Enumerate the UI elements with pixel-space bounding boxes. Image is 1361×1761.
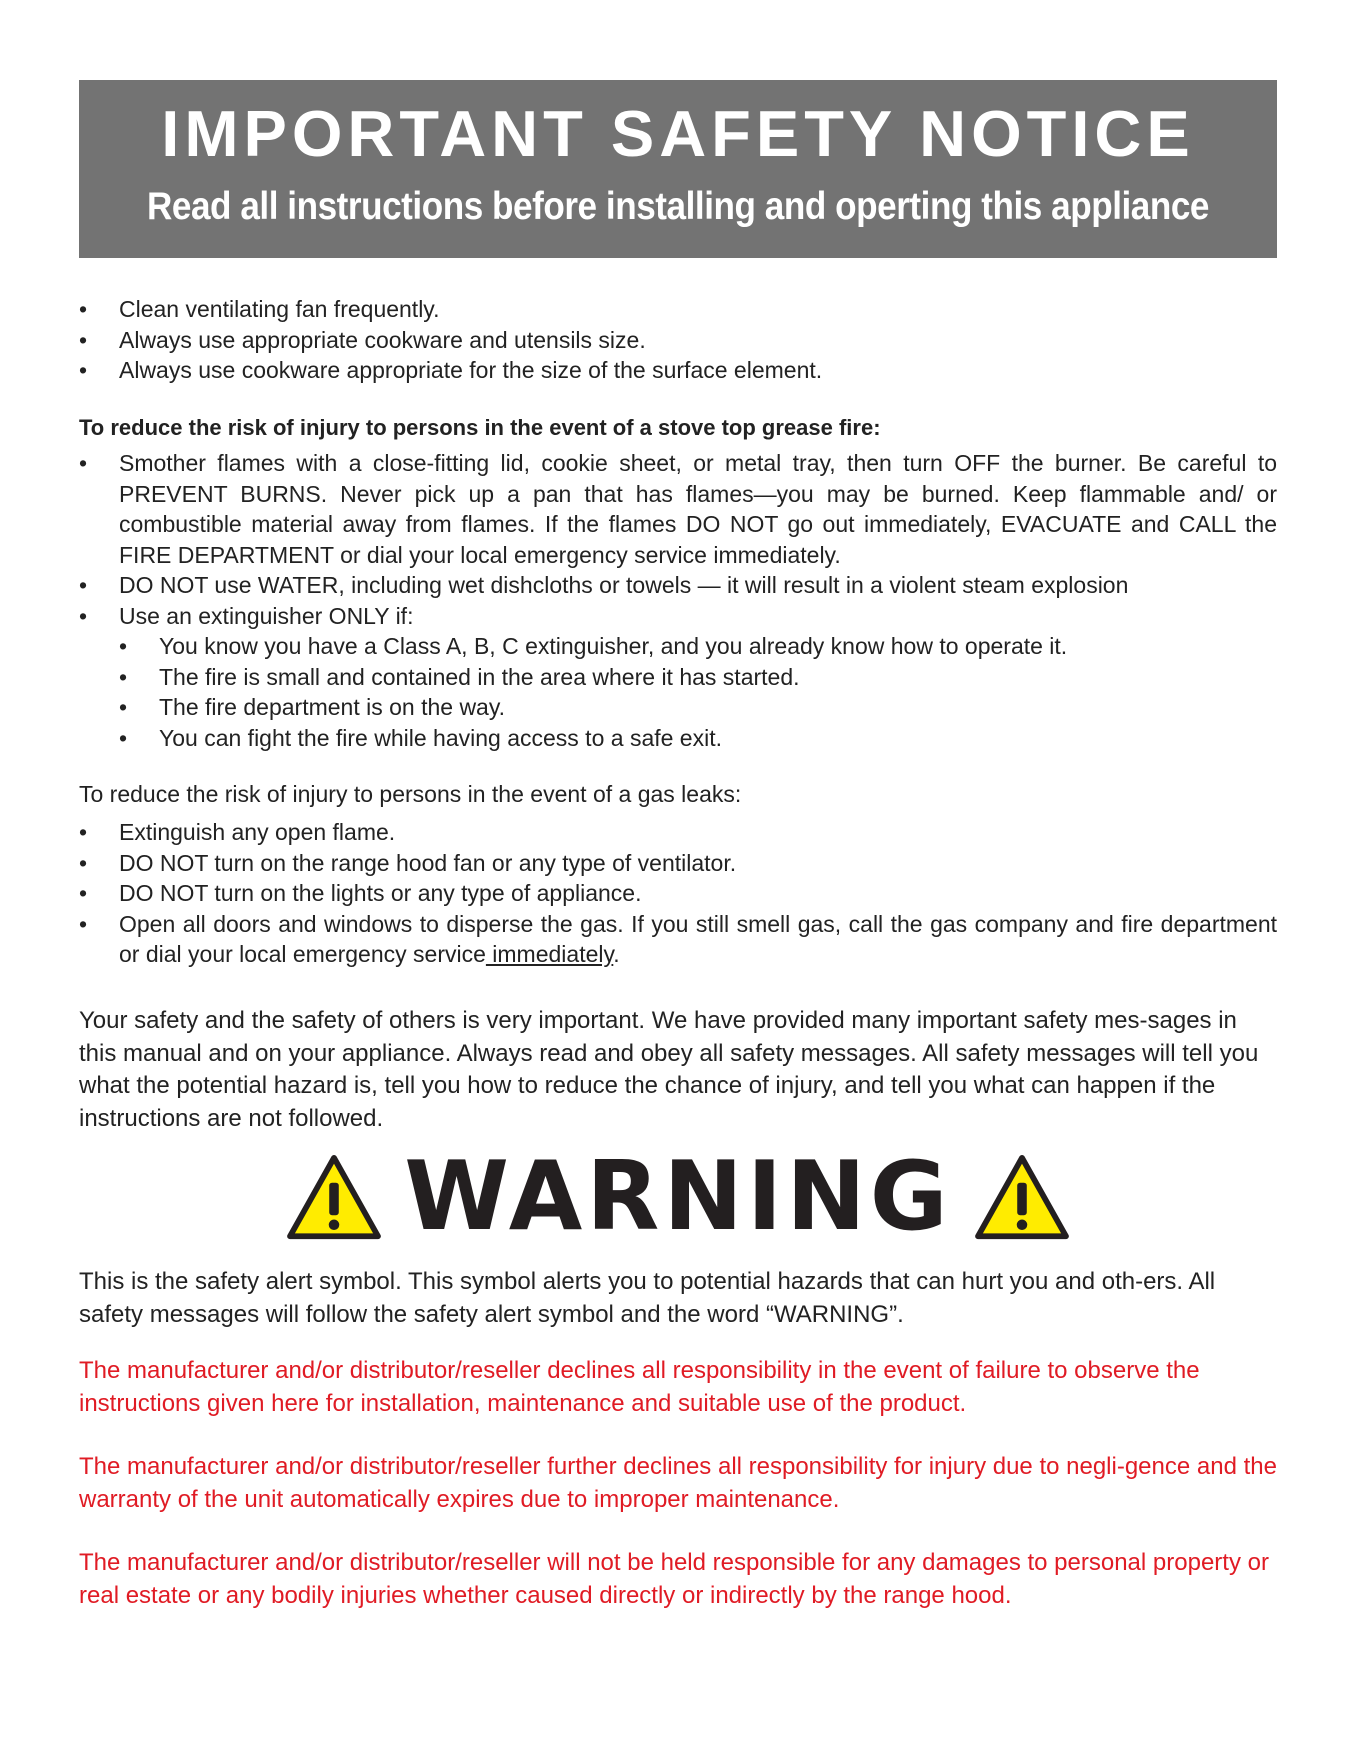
list-item: • DO NOT turn on the lights or any type of appliance. <box>79 878 1277 909</box>
safety-notice-banner <box>79 80 1277 258</box>
list-item: • Smother flames with a close-fitting lid, cookie sheet, or metal tray, then turn OFF the burner. Be careful to PREVENT BURNS. Never pick up a pan that has flames—you may be burned. Keep flammable and/ or combustible material away from flames. If the flames DO NOT go out immediately, EVACUATE and CALL the FIRE DEPARTMENT or dial your local emergency service immediately. <box>79 448 1277 570</box>
list-item: • The fire department is on the way. <box>119 692 1277 723</box>
warning-triangle-icon <box>974 1154 1070 1242</box>
immediately-underlined: immediately <box>485 941 614 967</box>
general-tips <box>79 294 1277 386</box>
list-item: • DO NOT use WATER, including wet dishcloths or towels — it will result in a violent steam explosion <box>79 570 1277 601</box>
gas-leak-last-end: . <box>613 941 620 967</box>
disclaimer-negligence: The manufacturer and/or distributor/reseller further declines all responsibility for injury due to negli-gence and the warranty of the unit automatically expires due to improper maintenance. <box>79 1453 1277 1513</box>
grease-fire-list <box>79 448 1277 753</box>
list-item: • The fire is small and contained in the area where it has started. <box>119 662 1277 693</box>
disclaimer-damages: The manufacturer and/or distributor/reseller will not be held responsible for any damages to personal property or real estate or any bodily injuries whether caused directly or indirectly by the range hood. <box>79 1549 1269 1609</box>
list-item: • Always use appropriate cookware and utensils size. <box>79 325 1277 356</box>
banner-subtitle: Read all instructions before installing and operting this appliance <box>146 185 1209 228</box>
list-item: • You know you have a Class A, B, C extinguisher, and you already know how to operate it. <box>119 631 1277 662</box>
list-item: • You can fight the fire while having access to a safe exit. <box>119 723 1277 754</box>
warning-triangle-icon <box>286 1154 382 1242</box>
banner-title: IMPORTANT SAFETY NOTICE <box>161 97 1195 170</box>
list-item <box>79 909 1277 970</box>
safety-paragraph: Your safety and the safety of others is very important. We have provided many important safety mes-sages in this manual and on your appliance. Always read and obey all safety messages. All safety messages will tell you what the potential hazard is, tell you how to reduce the chance of injury, and tell you what can happen if the instructions are not followed. <box>79 1007 1259 1132</box>
disclaimer-failure: The manufacturer and/or distributor/reseller declines all responsibility in the event of failure to observe the instructions given here for installation, maintenance and suitable use of the product. <box>79 1357 1200 1417</box>
list-item: • Always use cookware appropriate for the size of the surface element. <box>79 355 1277 386</box>
warning-label: WARNING <box>404 1142 952 1252</box>
gas-leak-heading: To reduce the risk of injury to persons in the event of a gas leaks: <box>79 781 742 807</box>
extinguisher-conditions <box>119 631 1277 753</box>
list-item: • Extinguish any open flame. <box>79 817 1277 848</box>
extinguisher-intro: Use an extinguisher ONLY if: <box>119 602 414 629</box>
grease-fire-heading: To reduce the risk of injury to persons in the event of a stove top grease fire: <box>79 415 881 440</box>
gas-leak-list <box>79 817 1277 970</box>
list-item <box>79 601 1277 754</box>
alert-paragraph: This is the safety alert symbol. This symbol alerts you to potential hazards that can hurt you and oth-ers. All safety messages will follow the safety alert symbol and the word “WARNING”. <box>79 1268 1216 1328</box>
list-item: • Clean ventilating fan frequently. <box>79 294 1277 325</box>
gas-leak-last-text: Open all doors and windows to disperse the gas. If you still smell gas, call the gas company and fire department or dial your local emergency service <box>119 910 1277 967</box>
list-item: • DO NOT turn on the range hood fan or any type of ventilator. <box>79 848 1277 879</box>
warning-row <box>79 1142 1277 1252</box>
